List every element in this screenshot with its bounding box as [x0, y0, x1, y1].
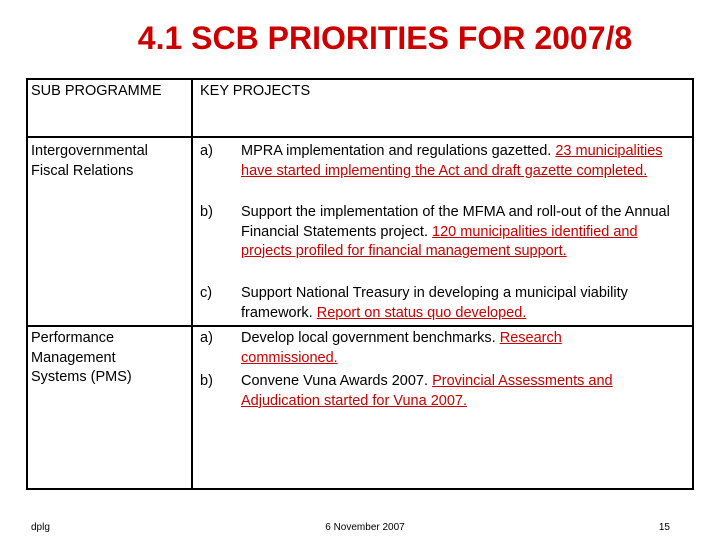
project-letter: b): [200, 373, 213, 389]
project-text: Support the implementation of the MFMA and roll-out of the Annual Financial Statements project.: [241, 204, 670, 240]
project-progress: 120 municipalities identified and projects profiled for financial management support.: [241, 223, 638, 259]
table-border-left: [26, 78, 28, 490]
footer-left: dplg: [31, 522, 50, 533]
project-text: Support National Treasury in developing a municipal viability framework.: [241, 285, 628, 321]
project-item: [241, 329, 621, 368]
sub-programme-pms: Performance Management Systems (PMS): [31, 330, 132, 385]
table-border-top: [26, 78, 694, 80]
project-letter: a): [200, 330, 213, 346]
project-text: Convene Vuna Awards 2007.: [241, 373, 429, 389]
table-row-divider-1: [26, 325, 694, 327]
footer-date: 6 November 2007: [325, 522, 405, 533]
project-progress: Report on status quo developed.: [316, 304, 527, 321]
project-letter: c): [200, 285, 213, 301]
project-letter: b): [200, 204, 213, 220]
sub-programme-igfr: Intergovernmental Fiscal Relations: [31, 143, 148, 179]
project-item: [241, 372, 681, 411]
project-item: [241, 284, 689, 323]
project-progress: Research commissioned.: [241, 330, 562, 366]
table-row-divider-header: [26, 136, 694, 138]
page-number: 15: [658, 522, 670, 533]
project-text: MPRA implementation and regulations gazetted.: [241, 143, 552, 159]
project-text: Develop local government benchmarks.: [241, 330, 496, 346]
header-sub-programme: SUB PROGRAMME: [31, 83, 162, 99]
table-column-divider: [191, 78, 193, 490]
project-item: [241, 142, 689, 181]
header-key-projects: KEY PROJECTS: [200, 83, 311, 99]
project-progress: Provincial Assessments and Adjudication started for Vuna 2007.: [241, 373, 613, 409]
table-border-bottom: [26, 488, 694, 490]
project-item: [241, 203, 689, 262]
slide-title: 4.1 SCB PRIORITIES FOR 2007/8: [137, 20, 633, 56]
project-progress: 23 municipalities have started implementing the Act and draft gazette completed.: [241, 143, 663, 179]
project-letter: a): [200, 143, 213, 159]
table-border-right: [692, 78, 694, 490]
